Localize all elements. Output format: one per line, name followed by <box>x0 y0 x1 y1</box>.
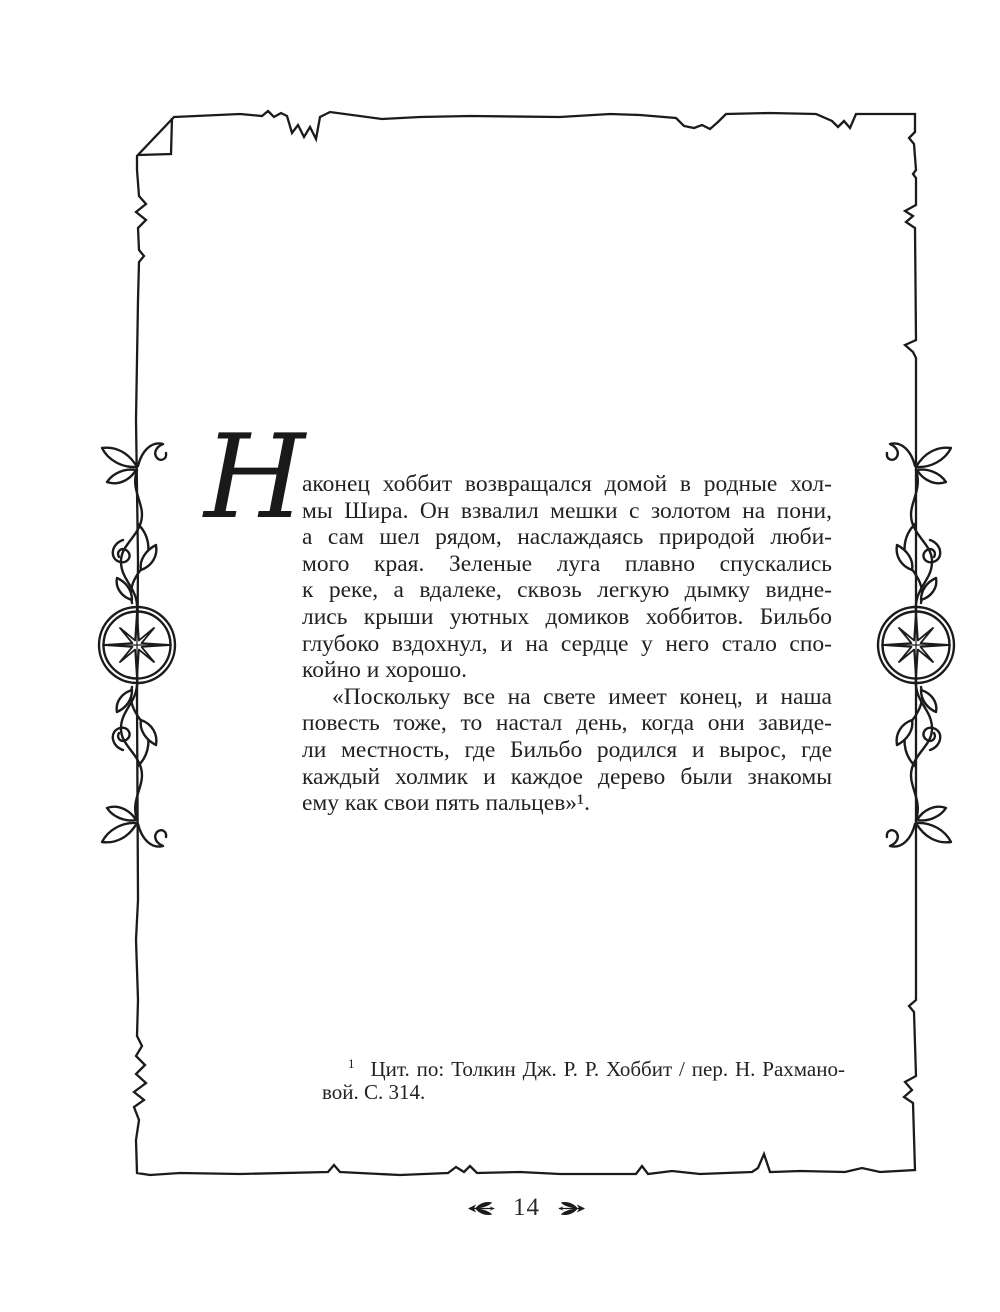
footnote-line: вой. С. 314. <box>322 1080 426 1104</box>
text-line: повесть тоже, то настал день, когда они завиде- <box>302 710 832 737</box>
text-line: каждый холмик и каждое дерево были знакомы <box>302 763 832 790</box>
text-line: аконец хоббит возвращался домой в родные хол- <box>302 471 832 497</box>
text-line: ли местность, где Бильбо родился и вырос, где <box>302 736 832 763</box>
text-line: глубоко вздохнул, и на сердце у него стало спо- <box>302 630 832 657</box>
text-line: к реке, а вдалеке, сквозь легкую дымку видне- <box>302 577 832 604</box>
paragraph <box>302 471 832 684</box>
footnote <box>322 1049 845 1107</box>
paragraph <box>302 684 832 817</box>
text-line: «Поскольку все на свете имеет конец, и наша <box>332 683 832 710</box>
fleuron-icon <box>558 1200 585 1217</box>
text-line: мого края. Зеленые луга плавно спускались <box>302 550 832 577</box>
text-line: лись крыши уютных домиков хоббитов. Бильбо <box>302 603 832 630</box>
text-line: койно и хорошо. <box>302 657 468 684</box>
footnote-marker: 1 <box>348 1056 355 1071</box>
page-number: 14 <box>513 1194 540 1221</box>
fleuron-icon <box>468 1200 495 1217</box>
page-footer <box>137 1194 916 1222</box>
body-text <box>302 471 832 817</box>
text-line: а сам шел рядом, наслаждаясь природой люби- <box>302 524 832 551</box>
text-line: ему как свои пять пальцев»¹. <box>302 790 590 817</box>
footnote-line <box>322 1049 845 1081</box>
drop-cap: Н <box>204 410 306 545</box>
text-line: мы Шира. Он взвалил мешки с золотом на пони, <box>302 497 832 524</box>
footnote-text: Цит. по: Толкин Дж. Р. Р. Хоббит / пер. Н. Рахмано- <box>370 1057 845 1081</box>
